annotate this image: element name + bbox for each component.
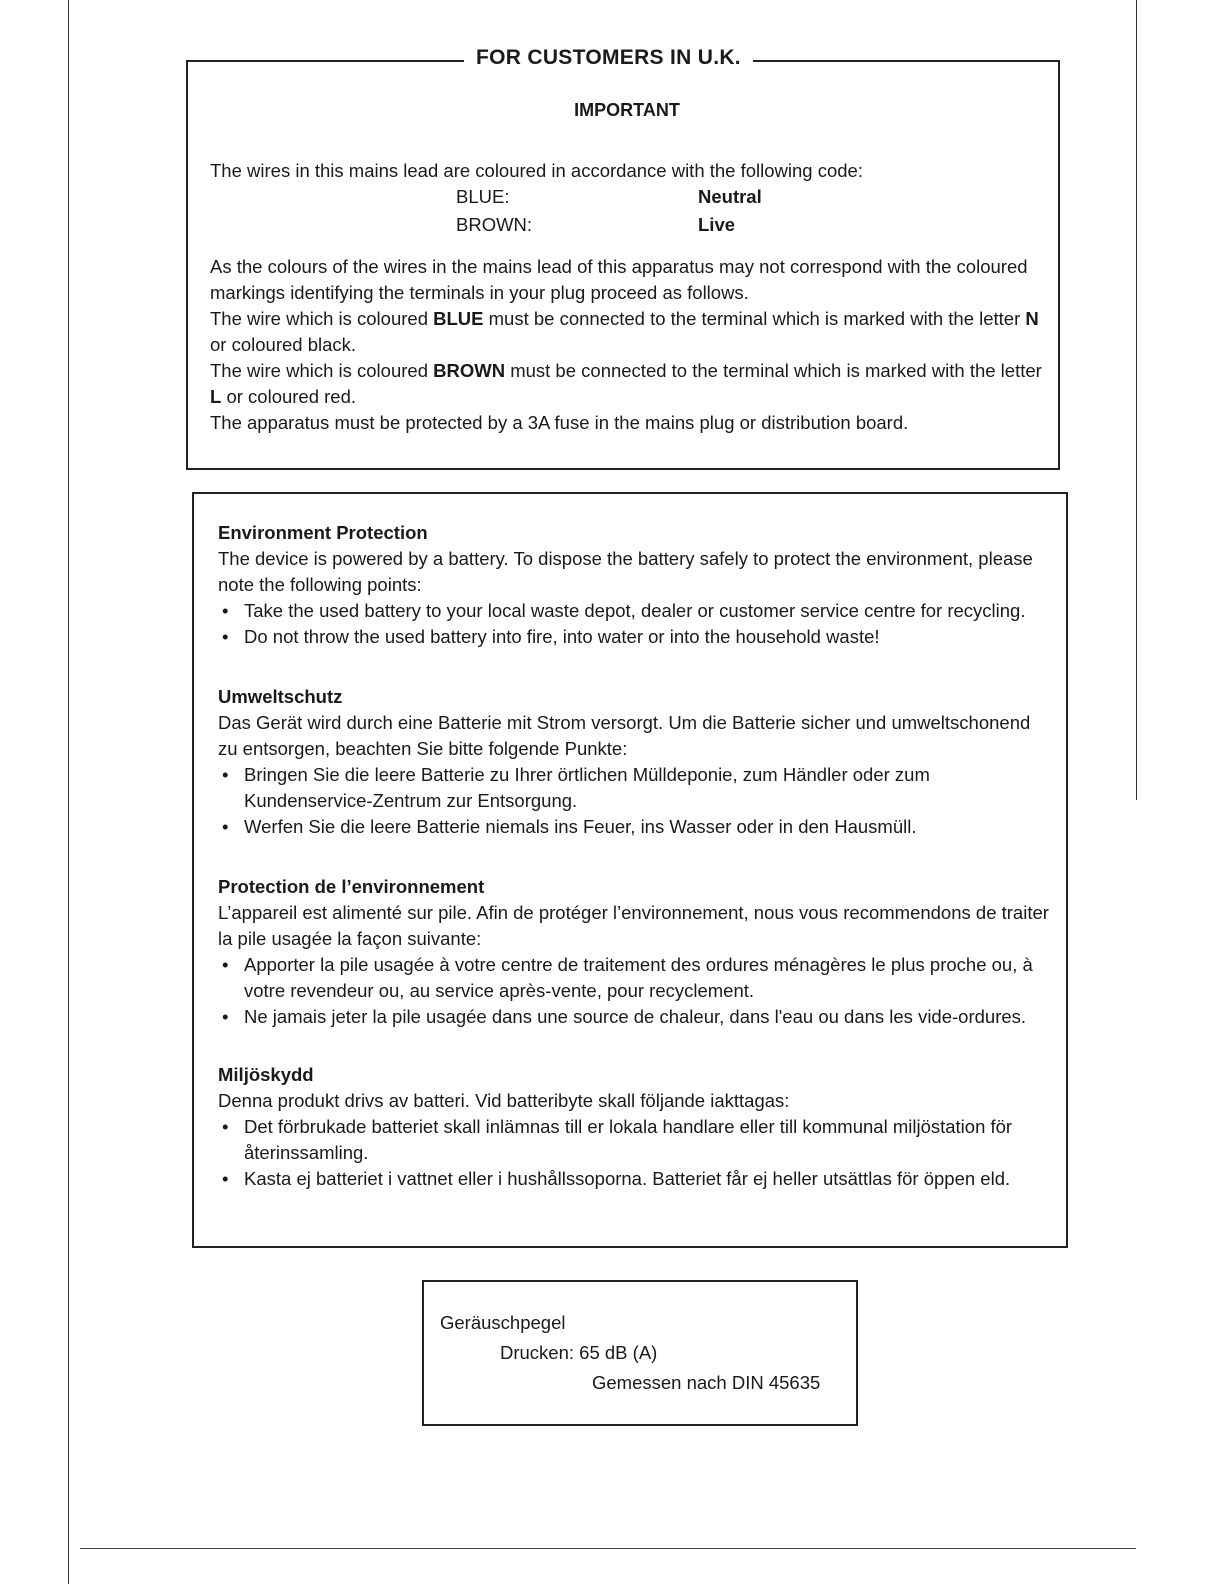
list-item: • Kasta ej batteriet i vattnet eller i hushållssoporna. Batteriet får ej heller utsättlas för öppen eld. bbox=[218, 1166, 1054, 1192]
env-text: Das Gerät wird durch eine Batterie mit Strom versorgt. Um die Batterie sicher und umweltschonend zu entsorgen, beachten Sie bitte folgende Punkte: bbox=[218, 712, 1031, 759]
env-text: L’appareil est alimenté sur pile. Afin de protéger l’environnement, nous vous recommendons de traiter la pile usagée la façon suivante: bbox=[218, 902, 1049, 949]
list-item: • Apporter la pile usagée à votre centre de traitement des ordures ménagères le plus proche ou, à votre revendeur ou, au service après-vente, pour recyclement. bbox=[222, 954, 1033, 1001]
env-section-swedish bbox=[218, 1062, 1054, 1192]
wire-code-row bbox=[456, 214, 856, 240]
fuse-instruction: The apparatus must be protected by a 3A fuse in the mains plug or distribution board. bbox=[210, 412, 909, 433]
list-item: • Det förbrukade batteriet skall inlämnas till er lokala handlare eller till kommunal miljöstation för återinssamling. bbox=[222, 1116, 1013, 1163]
list-item: • Werfen Sie die leere Batterie niemals ins Feuer, ins Wasser oder in den Hausmüll. bbox=[218, 814, 1054, 840]
env-section-english bbox=[218, 520, 1054, 650]
list-item: • Take the used battery to your local waste depot, dealer or customer service centre for recycling. bbox=[218, 598, 1054, 624]
bullet-icon: • bbox=[222, 764, 229, 785]
brown-wire-instruction: The wire which is coloured BROWN must be connected to the terminal which is marked with the letter L or coloured red. bbox=[210, 360, 1042, 407]
uk-customers-box bbox=[186, 46, 1060, 470]
env-heading: Environment Protection bbox=[218, 522, 428, 543]
noise-value: Drucken: 65 dB (A) bbox=[500, 1342, 658, 1363]
env-bullet-list bbox=[218, 1114, 1054, 1192]
blue-wire-instruction: The wire which is coloured BLUE must be connected to the terminal which is marked with the letter N or coloured black. bbox=[210, 308, 1039, 355]
wire-code-row bbox=[456, 186, 856, 212]
env-section-french bbox=[218, 874, 1054, 1030]
env-bullet-list bbox=[218, 598, 1054, 650]
list-item: • Do not throw the used battery into fire, into water or into the household waste! bbox=[218, 624, 1054, 650]
environment-protection-box bbox=[192, 492, 1068, 1248]
wire-meaning: Live bbox=[698, 214, 736, 235]
env-heading: Protection de l’environnement bbox=[218, 876, 485, 897]
wire-colour: BLUE: bbox=[456, 186, 510, 207]
list-item: • Bringen Sie die leere Batterie zu Ihrer örtlichen Mülldeponie, zum Händler oder zum Kundenservice-Zentrum zur Entsorgung. bbox=[222, 764, 930, 811]
wire-instructions bbox=[210, 254, 1044, 436]
bullet-icon: • bbox=[222, 600, 229, 621]
bullet-icon: • bbox=[222, 626, 229, 647]
bullet-icon: • bbox=[222, 1006, 229, 1027]
important-heading: IMPORTANT bbox=[574, 100, 680, 120]
bullet-icon: • bbox=[222, 1168, 229, 1189]
uk-box-title: FOR CUSTOMERS IN U.K. bbox=[464, 46, 753, 70]
env-section-german bbox=[218, 684, 1054, 840]
list-item: • Ne jamais jeter la pile usagée dans une source de chaleur, dans l'eau ou dans les vide-ordures. bbox=[218, 1004, 1054, 1030]
scan-bottom-edge bbox=[80, 1548, 1136, 1549]
scan-left-edge bbox=[68, 0, 69, 1584]
wire-colour: BROWN: bbox=[456, 214, 533, 235]
colour-mismatch-note: As the colours of the wires in the mains lead of this apparatus may not correspond with the coloured markings identifying the terminals in your plug proceed as follows. bbox=[210, 256, 1028, 303]
env-bullet-list bbox=[218, 762, 1054, 840]
env-heading: Umweltschutz bbox=[218, 686, 343, 707]
bullet-icon: • bbox=[222, 816, 229, 837]
noise-standard: Gemessen nach DIN 45635 bbox=[592, 1372, 821, 1393]
wire-code-intro: The wires in this mains lead are coloured in accordance with the following code: bbox=[210, 160, 863, 181]
env-heading: Miljöskydd bbox=[218, 1064, 314, 1085]
env-text: Denna produkt drivs av batteri. Vid batteribyte skall följande iakttagas: bbox=[218, 1090, 790, 1111]
env-text: The device is powered by a battery. To dispose the battery safely to protect the environment, please note the following points: bbox=[218, 548, 1033, 595]
wire-meaning: Neutral bbox=[698, 186, 762, 207]
bullet-icon: • bbox=[222, 1116, 229, 1137]
noise-level-box bbox=[422, 1280, 858, 1426]
noise-label: Geräuschpegel bbox=[440, 1312, 566, 1333]
env-bullet-list bbox=[218, 952, 1054, 1030]
bullet-icon: • bbox=[222, 954, 229, 975]
scan-right-edge bbox=[1136, 0, 1137, 800]
